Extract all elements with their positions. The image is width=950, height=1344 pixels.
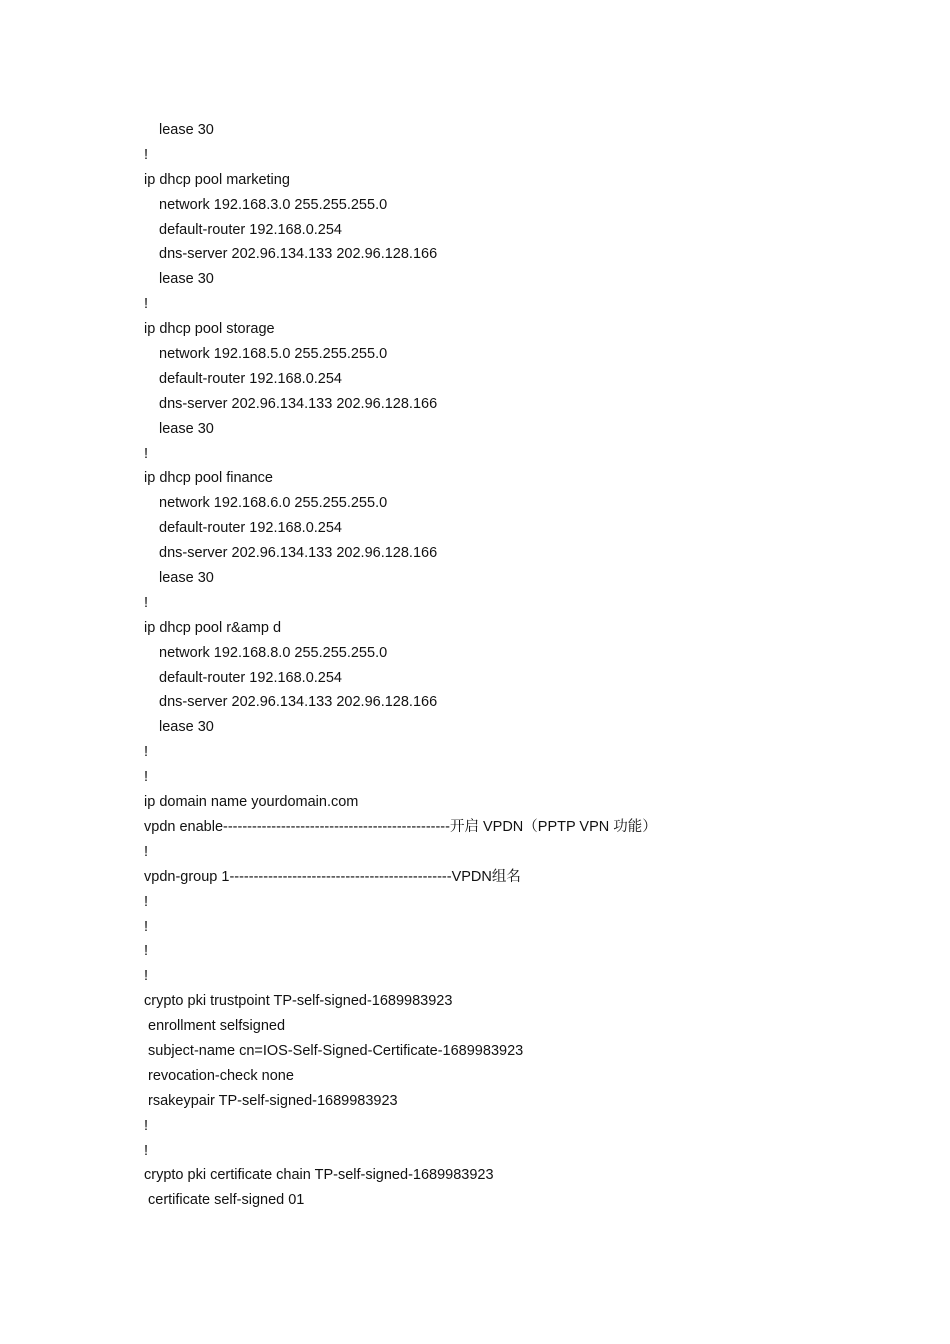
config-line: default-router 192.168.0.254 bbox=[159, 669, 342, 686]
config-line: ip dhcp pool r&amp d bbox=[144, 619, 282, 636]
config-line: lease 30 bbox=[159, 719, 214, 736]
config-line: default-router 192.168.0.254 bbox=[159, 520, 342, 537]
config-line: ! bbox=[144, 445, 149, 462]
config-line: network 192.168.6.0 255.255.255.0 bbox=[159, 495, 388, 512]
config-line: ! bbox=[144, 296, 149, 313]
config-line: network 192.168.3.0 255.255.255.0 bbox=[159, 196, 388, 213]
config-line: default-router 192.168.0.254 bbox=[159, 370, 342, 387]
config-line: ! bbox=[144, 968, 149, 985]
config-listing bbox=[144, 118, 904, 1213]
config-line: ! bbox=[144, 1142, 149, 1159]
config-line: ! bbox=[144, 769, 149, 786]
config-line: ! bbox=[144, 146, 149, 163]
config-line: ! bbox=[144, 893, 149, 910]
config-line: vpdn-group 1----------------------------------------------VPDN组名 bbox=[144, 868, 521, 885]
config-line: ! bbox=[144, 843, 149, 860]
config-line: dns-server 202.96.134.133 202.96.128.166 bbox=[159, 694, 438, 711]
config-line: subject-name cn=IOS-Self-Signed-Certificate-1689983923 bbox=[148, 1042, 524, 1059]
config-line: ! bbox=[144, 1117, 149, 1134]
config-line: network 192.168.8.0 255.255.255.0 bbox=[159, 644, 388, 661]
config-line: ip dhcp pool storage bbox=[144, 321, 275, 338]
config-line: ip dhcp pool marketing bbox=[144, 171, 290, 188]
config-line: certificate self-signed 01 bbox=[148, 1192, 305, 1209]
config-line: ! bbox=[144, 918, 149, 935]
config-line: crypto pki certificate chain TP-self-signed-1689983923 bbox=[144, 1167, 494, 1184]
config-line: lease 30 bbox=[159, 570, 214, 587]
config-line: revocation-check none bbox=[148, 1067, 294, 1084]
config-line: lease 30 bbox=[159, 122, 214, 138]
config-line: network 192.168.5.0 255.255.255.0 bbox=[159, 346, 388, 363]
config-line: ip domain name yourdomain.com bbox=[144, 794, 359, 811]
config-line: enrollment selfsigned bbox=[148, 1018, 286, 1035]
config-line: dns-server 202.96.134.133 202.96.128.166 bbox=[159, 545, 438, 562]
config-line: ! bbox=[144, 744, 149, 761]
config-line: default-router 192.168.0.254 bbox=[159, 221, 342, 238]
config-line: vpdn enable-----------------------------------------------开启 VPDN（PPTP VPN 功能） bbox=[144, 818, 657, 835]
config-line: lease 30 bbox=[159, 271, 214, 288]
config-line: ! bbox=[144, 594, 149, 611]
config-line: rsakeypair TP-self-signed-1689983923 bbox=[148, 1092, 398, 1109]
config-line: dns-server 202.96.134.133 202.96.128.166 bbox=[159, 246, 438, 263]
config-line: ip dhcp pool finance bbox=[144, 470, 273, 487]
config-line: dns-server 202.96.134.133 202.96.128.166 bbox=[159, 395, 438, 412]
config-line: ! bbox=[144, 943, 149, 960]
config-line: crypto pki trustpoint TP-self-signed-1689983923 bbox=[144, 993, 453, 1010]
config-line: lease 30 bbox=[159, 420, 214, 437]
